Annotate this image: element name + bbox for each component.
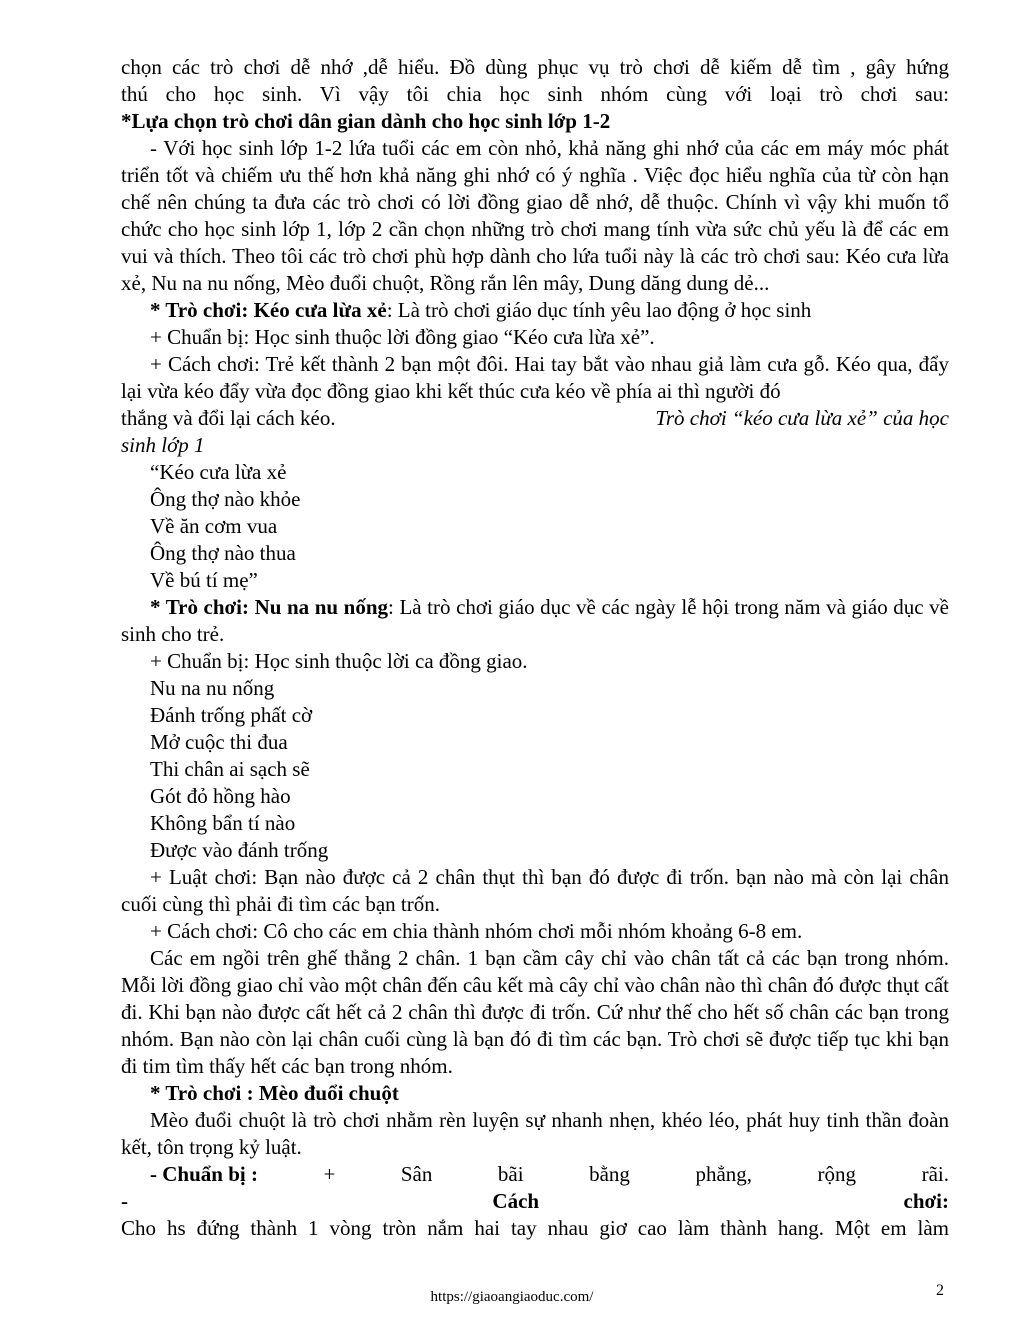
game-title: * Trò chơi: Kéo cưa lừa xẻ: [150, 298, 387, 322]
game-nu-na-heading: [121, 594, 949, 648]
game-description: : Là trò chơi giáo dục về các ngày lễ hội trong năm và giáo dục về sinh cho trẻ.: [121, 595, 949, 646]
game-prep-row: [121, 1161, 949, 1188]
poem-keo-cua: [121, 459, 949, 594]
game-prep: + Chuẩn bị: Học sinh thuộc lời đồng giao “Kéo cưa lừa xẻ”.: [150, 325, 655, 349]
game-how-line: [121, 405, 949, 432]
game-how-row: [121, 1188, 949, 1215]
footer-url: https://giaoangiaoduc.com/: [430, 1289, 594, 1305]
prep-word: Sân: [400, 1162, 433, 1186]
prep-label: - Chuẩn bị :: [150, 1162, 258, 1186]
poem-line: Đánh trống phất cờ: [150, 703, 313, 727]
page-number: 2: [936, 1282, 944, 1299]
game-meo-duoi-chuot-heading: * Trò chơi : Mèo đuổi chuột: [150, 1081, 399, 1105]
game-kco-cua-heading: [121, 297, 949, 324]
prep-word: bằng: [589, 1162, 630, 1186]
prep-word: +: [323, 1162, 336, 1186]
poem-line: Ông thợ nào khỏe: [150, 487, 301, 511]
text-line: Cho hs đứng thành 1 vòng tròn nắm hai tay nhau giơ cao làm thành hang. Một em làm: [121, 1216, 949, 1240]
game-how-end: thắng và đổi lại cách kéo.: [121, 406, 336, 430]
game-prep: + Chuẩn bị: Học sinh thuộc lời ca đồng giao.: [150, 649, 528, 673]
poem-line: Nu na nu nống: [150, 676, 275, 700]
poem-line: Ông thợ nào thua: [150, 541, 296, 565]
poem-line: Thi chân ai sạch sẽ: [150, 757, 310, 781]
poem-line: Về ăn cơm vua: [150, 514, 278, 538]
game-rule: + Luật chơi: Bạn nào được cả 2 chân thụt thì bạn đó được đi trốn. bạn nào mà còn lại chân cuối cùng thì phải đi tìm các bạn trốn.: [121, 865, 949, 916]
how-dash: -: [121, 1189, 128, 1213]
poem-line: Được vào đánh trống: [150, 838, 329, 862]
poem-line: Về bú tí mẹ”: [150, 568, 258, 592]
game-how: + Cách chơi: Cô cho các em chia thành nhóm chơi mỗi nhóm khoảng 6-8 em.: [150, 919, 803, 943]
paragraph: - Với học sinh lớp 1-2 lứa tuổi các em còn nhỏ, khả năng ghi nhớ của các em máy móc phát triển tốt và chiếm ưu thế hơn khả năng ghi nhớ có ý nghĩa . Việc đọc hiểu nghĩa của từ còn hạn chế nên chúng ta đưa các trò chơi có lời đồng giao dễ nhớ, dễ thuộc. Chính vì vậy khi muốn tổ chức cho học sinh lớp 1, lớp 2 cần chọn những trò chơi mang tính vừa sức chủ yếu là để các em vui và thích. Theo tôi các trò chơi phù hợp dành cho lứa tuổi này là các trò chơi sau: Kéo cưa lừa xẻ, Nu na nu nống, Mèo đuổi chuột, Rồng rắn lên mây, Dung dăng dung dẻ...: [121, 136, 949, 295]
prep-word: rãi.: [921, 1162, 949, 1186]
prep-word: phẳng,: [695, 1162, 753, 1186]
game-description: Mèo đuổi chuột là trò chơi nhằm rèn luyện sự nhanh nhẹn, khéo léo, phát huy tinh thần đoàn kết, tôn trọng kỷ luật.: [121, 1108, 949, 1159]
game-how: + Cách chơi: Trẻ kết thành 2 bạn một đôi. Hai tay bắt vào nhau giả làm cưa gỗ. Kéo qua, đẩy lại vừa kéo đẩy vừa đọc đồng giao khi kết thúc cưa kéo về phía ai thì người đó: [121, 352, 949, 403]
game-description: : Là trò chơi giáo dục tính yêu lao động ở học sinh: [386, 298, 812, 322]
text-line: thú cho học sinh. Vì vậy tôi chia học sinh nhóm cùng với loại trò chơi sau:: [121, 82, 949, 106]
poem-line: Không bẩn tí nào: [150, 811, 296, 835]
text-line: chọn các trò chơi dễ nhớ ,dễ hiểu. Đồ dùng phục vụ trò chơi dễ kiếm dễ tìm , gây hứng: [121, 55, 949, 79]
game-title: * Trò chơi: Nu na nu nống: [150, 595, 389, 619]
document-body: [121, 54, 949, 1242]
section-heading: *Lựa chọn trò chơi dân gian dành cho học sinh lớp 1-2: [121, 109, 611, 133]
poem-line: Mở cuộc thi đua: [150, 730, 288, 754]
game-how-detail: Các em ngồi trên ghế thẳng 2 chân. 1 bạn cầm cây chỉ vào chân tất cả các bạn trong nhóm. Mỗi lời đồng giao chỉ vào một chân đến câu kết mà cây chỉ vào chân nào thì chân đó được thụt cất đi. Khi bạn nào được cất hết cả 2 chân thì được đi trốn. Cứ như thế cho hết số chân các bạn trong nhóm. Bạn nào còn lại chân cuối cùng là bạn đó đi tìm các bạn. Trò chơi sẽ được tiếp tục khi bạn đi tim tìm thấy hết các bạn trong nhóm.: [121, 946, 949, 1078]
prep-word: bãi: [497, 1162, 524, 1186]
figure-caption: Trò chơi “kéo cưa lừa xẻ” của học: [655, 406, 949, 430]
how-word: chơi:: [903, 1189, 949, 1213]
how-word: Cách: [492, 1189, 540, 1213]
poem-line: Gót đỏ hồng hào: [150, 784, 291, 808]
prep-word: rộng: [817, 1162, 857, 1186]
poem-line: “Kéo cưa lừa xẻ: [150, 460, 287, 484]
poem-nu-na: [121, 675, 949, 864]
figure-caption-cont: sinh lớp 1: [121, 433, 205, 457]
